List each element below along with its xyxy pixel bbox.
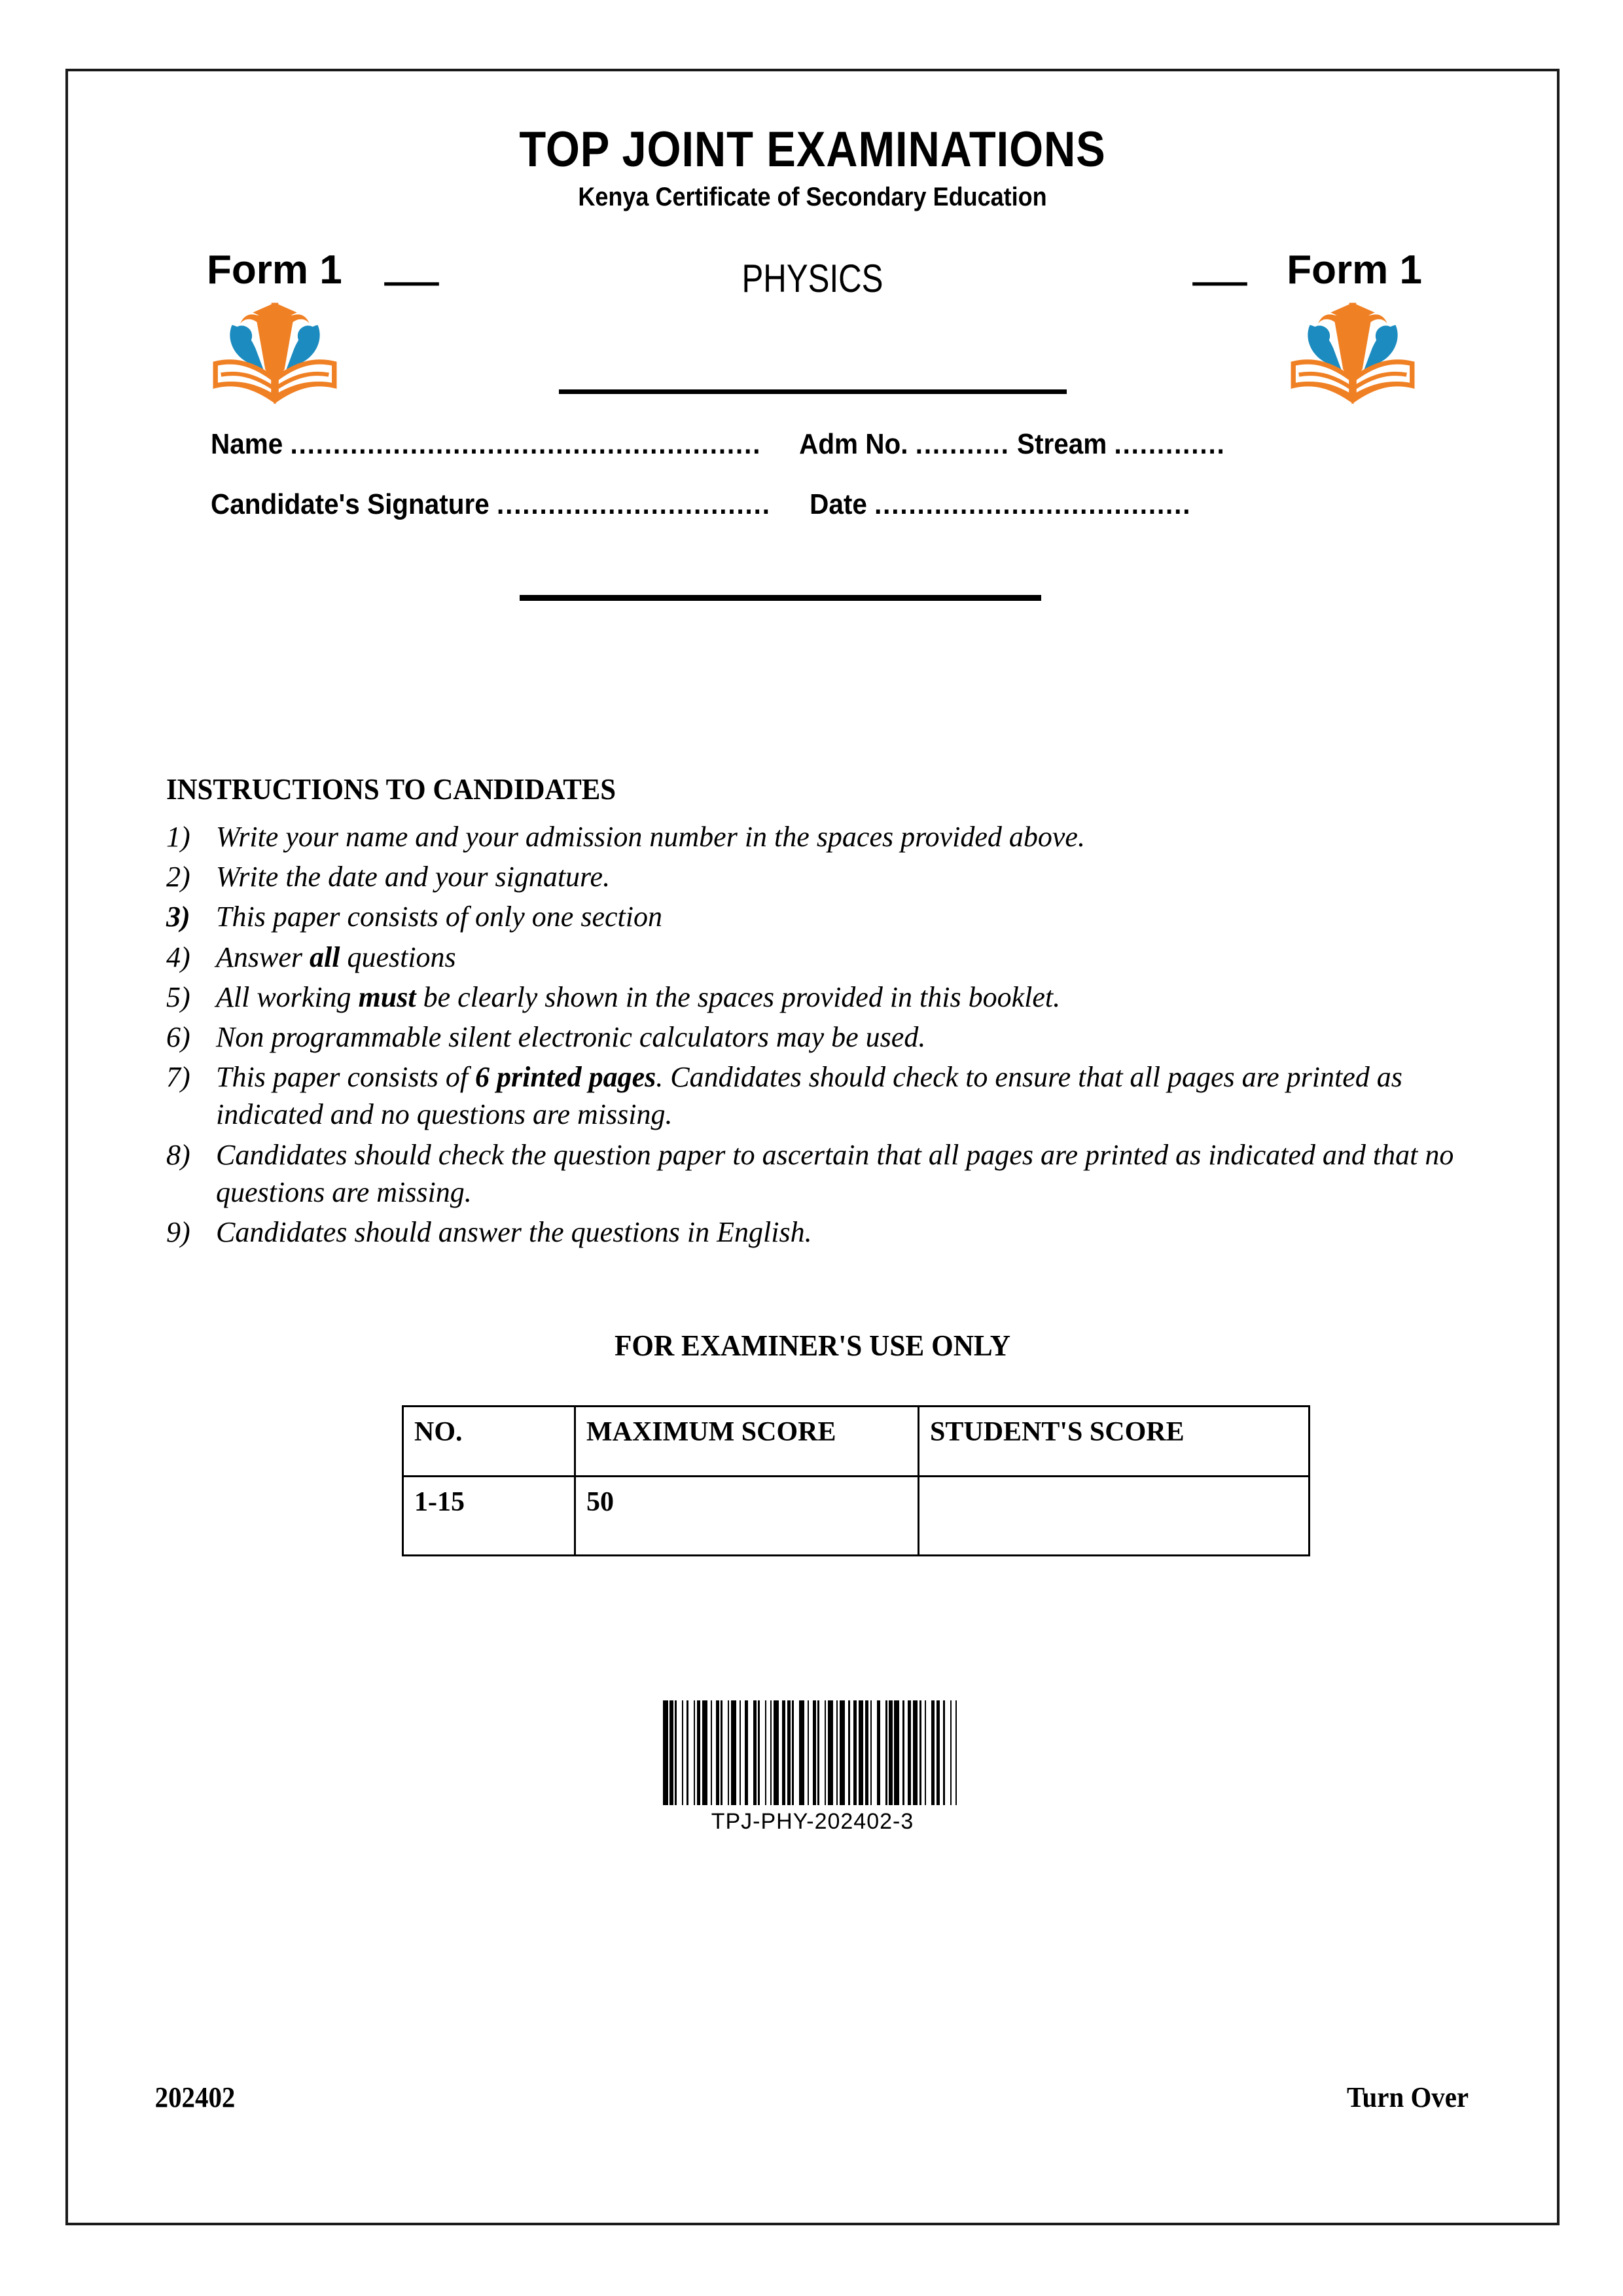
barcode-bar (913, 1700, 918, 1805)
barcode-bar (880, 1700, 885, 1805)
instruction-number: 3) (166, 901, 190, 933)
exam-subtitle: Kenya Certificate of Secondary Education (578, 183, 1047, 211)
barcode-bar (748, 1700, 753, 1805)
table-row (403, 1477, 1310, 1556)
title-underline-rule (559, 389, 1067, 394)
barcode-bar (688, 1700, 694, 1805)
stream-input-dots[interactable]: ............. (1114, 428, 1226, 460)
barcode-label: TPJ-PHY-202402-3 (711, 1809, 914, 1834)
instruction-text: . Candidates should check to ensure that all pages are printed as indicated and no questions are missing. (216, 1061, 1402, 1131)
candidate-section-rule (520, 595, 1041, 601)
instruction-item (166, 939, 1478, 976)
barcode-bar (722, 1700, 728, 1805)
instruction-text: questions (340, 941, 456, 973)
name-input-dots[interactable]: ....................................................... (290, 428, 762, 460)
instruction-number: 1) (166, 821, 190, 853)
page-footer (152, 2081, 1473, 2114)
instruction-number: 6) (166, 1020, 190, 1053)
barcode-bar (760, 1700, 765, 1805)
barcode-block (68, 1695, 1557, 1835)
barcode-bar (794, 1700, 799, 1805)
graduate-open-book-logo-left (205, 282, 344, 406)
instruction-item (166, 898, 1478, 935)
date-label: Date (810, 488, 867, 520)
barcode-bar (663, 1700, 668, 1805)
barcode-bar (677, 1700, 682, 1805)
instruction-item (166, 1018, 1478, 1056)
instructions-heading: INSTRUCTIONS TO CANDIDATES (166, 772, 616, 806)
signature-input-dots[interactable]: ................................ (497, 488, 771, 520)
examiner-col-student-cell[interactable] (919, 1477, 1310, 1556)
instruction-text: All working (216, 980, 359, 1013)
instruction-emphasis: 6 printed pages (475, 1061, 656, 1094)
subject-title: PHYSICS (741, 257, 883, 300)
instruction-text: This paper consists of (216, 1061, 476, 1094)
instruction-text: be clearly shown in the spaces provided in this booklet. (416, 980, 1061, 1013)
instruction-text: Non programmable silent electronic calculators may be used. (216, 1020, 926, 1053)
instruction-text: Write the date and your signature. (216, 861, 611, 893)
examiner-use-heading: FOR EXAMINER'S USE ONLY (614, 1329, 1011, 1362)
barcode-bar (859, 1700, 864, 1805)
stream-label: Stream (1016, 428, 1107, 460)
instruction-item (166, 818, 1478, 855)
instructions-section (166, 772, 1478, 1253)
footer-paper-code: 202402 (154, 2081, 236, 2113)
instruction-text: Answer (216, 941, 310, 973)
examiner-col-maximum-header: MAXIMUM SCORE (575, 1407, 919, 1477)
subject-title-row (68, 224, 1557, 414)
signature-label: Candidate's Signature (211, 488, 490, 520)
instruction-item (166, 1058, 1478, 1133)
examiner-col-maximum-cell: 50 (575, 1477, 919, 1556)
instruction-text: Candidates should answer the questions in English. (216, 1215, 812, 1248)
barcode-image (663, 1700, 962, 1805)
barcode-bar (702, 1700, 707, 1805)
dash-left-icon: — (384, 262, 439, 301)
graduate-open-book-logo-right (1283, 282, 1422, 406)
instruction-number: 4) (166, 941, 190, 973)
instruction-emphasis: all (310, 941, 340, 973)
instruction-number: 7) (166, 1061, 190, 1094)
barcode-bar (894, 1700, 899, 1805)
barcode-bar (840, 1700, 845, 1805)
name-label: Name (211, 428, 283, 460)
instruction-number: 9) (166, 1215, 190, 1248)
barcode-bar (819, 1700, 825, 1805)
examiner-col-no-cell: 1-15 (403, 1477, 575, 1556)
instruction-text: Candidates should check the question paper to ascertain that all pages are printed as indicated and that no questions are missing. (216, 1138, 1454, 1208)
instruction-number: 5) (166, 980, 190, 1013)
instruction-item (166, 1213, 1478, 1251)
instruction-item (166, 978, 1478, 1016)
barcode-bar (957, 1700, 962, 1805)
instruction-emphasis: must (358, 980, 416, 1013)
exam-title: TOP JOINT EXAMINATIONS (519, 122, 1106, 177)
page-border (65, 69, 1560, 2225)
instruction-text: This paper consists of only one section (216, 901, 662, 933)
candidate-details (211, 428, 1459, 548)
instruction-item (166, 1136, 1478, 1211)
barcode-bar (774, 1700, 779, 1805)
dash-right-icon: — (1192, 262, 1247, 301)
signature-field-line (211, 488, 1359, 521)
barcode-bar (872, 1700, 877, 1805)
examiner-score-table (402, 1405, 1310, 1556)
instruction-item (166, 858, 1478, 895)
instruction-number: 8) (166, 1138, 190, 1171)
date-input-dots[interactable]: ..................................... (874, 488, 1192, 520)
adm-no-input-dots[interactable]: ........... (915, 428, 1010, 460)
name-field-line (211, 428, 1359, 461)
examiner-col-no-header: NO. (403, 1407, 575, 1477)
instruction-number: 2) (166, 861, 190, 893)
form-label-right: Form 1 (1287, 247, 1422, 293)
barcode-bar (828, 1700, 833, 1805)
instructions-list (166, 818, 1478, 1251)
barcode-bar (926, 1700, 931, 1805)
exam-header (68, 71, 1557, 414)
adm-no-label: Adm No. (799, 428, 908, 460)
barcode-bar (945, 1700, 950, 1805)
form-label-left: Form 1 (207, 247, 342, 293)
footer-turn-over: Turn Over (1346, 2081, 1469, 2113)
examiner-col-student-header: STUDENT'S SCORE (919, 1407, 1310, 1477)
barcode-bar (731, 1700, 736, 1805)
table-header-row (403, 1407, 1310, 1477)
instruction-text: Write your name and your admission number in the spaces provided above. (216, 821, 1085, 853)
barcode-bar (799, 1700, 804, 1805)
